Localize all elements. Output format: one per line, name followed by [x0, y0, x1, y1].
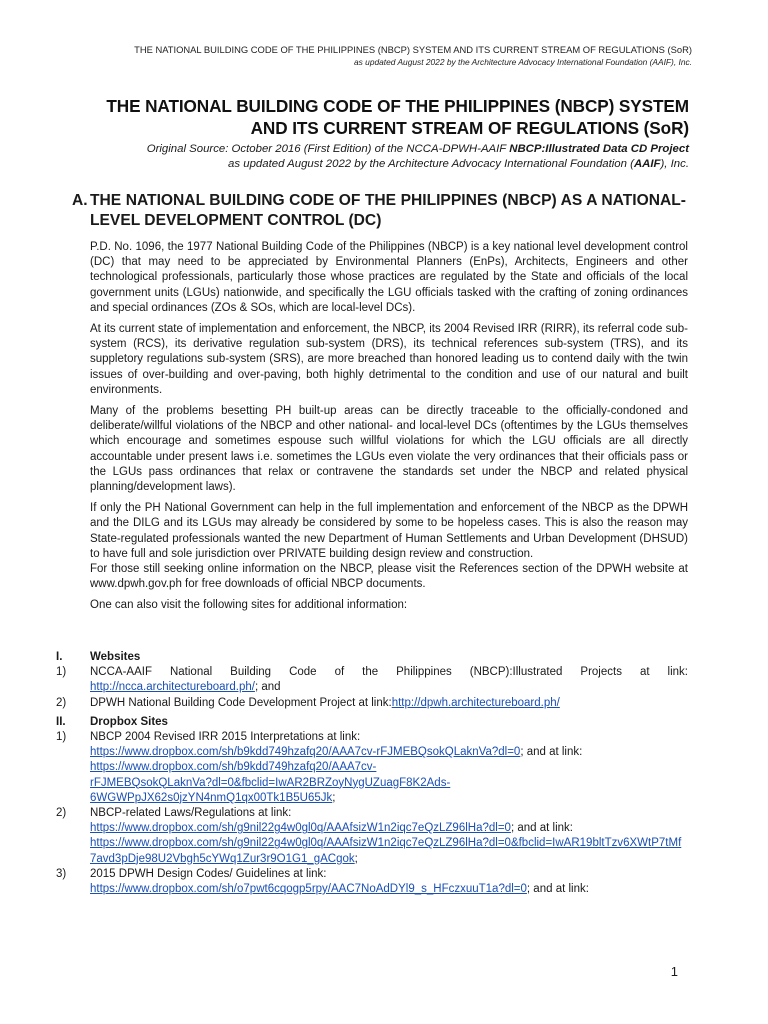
section-title: THE NATIONAL BUILDING CODE OF THE PHILIPPINES (NBCP) AS A NATIONAL-LEVEL DEVELOPMENT CONTROL (DC) — [90, 192, 686, 229]
running-header — [134, 44, 692, 68]
section-heading — [72, 191, 686, 231]
paragraph-1: P.D. No. 1096, the 1977 National Building Code of the Philippines (NBCP) is a key national level development control (DC) that may need to be appreciated by Environmental Planners (EnPs), Architects, Engineers and other technological professionals, particularly those whose practices are regulated by the State and officials of the local government units (LGUs) nationwide, and specifically the LGU officials tasked with the crafting of zoning ordinances and special ordinances (ZOs & SOs, which are local-level DCs). — [90, 241, 688, 314]
list-item: 3) 2015 DPWH Design Codes/ Guidelines at link: https://www.dropbox.com/sh/o7pwt6cqogp5rpy/AAC7NoAdDYl9_s_HFczxuuT1a?dl=0; and at link: — [56, 867, 688, 897]
source-line2-pre: as updated August 2022 by the Architecture Advocacy International Foundation ( — [228, 157, 634, 170]
source-note — [9, 142, 689, 171]
dropbox-heading: II. Dropbox Sites — [56, 715, 168, 728]
dropbox-link-2b[interactable]: https://www.dropbox.com/sh/g9nil22g4w0gl0q/AAAfsizW1n2iqc7eQzLZ96lHa?dl=0&fbclid=IwAR19bltTzv6XWtP7tMf — [90, 837, 682, 850]
paragraph-4: If only the PH National Government can help in the full implementation and enforcement of the NBCP as the DPWH and the DILG and its LGUs may already be considered by some to be hopeless cases. This is also the reason may State-regulated professionals wanted the new Department of Human Settlements and Urban Development (DHSUD) to have full and sole jurisdiction over PRIVATE building design review and construction. — [90, 502, 688, 560]
paragraph-3: Many of the problems besetting PH built-up areas can be directly traceable to the officially-condoned and deliberate/willful violations of the NBCP and other national- and local-level DCs (oftentimes by the LGUs themselves which encourage and sometimes espouse such willful violations for which the LGU officials are all directly accountable under present laws i.e. sometimes the LGUs even violate the very ordinances that their officials pass or the LGUs pass ordinances that relax or contravene the standards set under the NBCP and related physical planning/development laws). — [90, 405, 688, 494]
page-number: 1 — [670, 964, 678, 979]
list-item-text: NCCA-AAIF National Building Code of the Philippines (NBCP):Illustrated Projects at link: — [90, 666, 688, 679]
dropbox-link-2a[interactable]: https://www.dropbox.com/sh/g9nil22g4w0gl0q/AAAfsizW1n2iqc7eQzLZ96lHa?dl=0 — [90, 822, 511, 835]
dpwh-link[interactable]: http://dpwh.architectureboard.ph/ — [391, 696, 560, 709]
section-letter: A. — [72, 192, 88, 209]
list-item-text: NBCP-related Laws/Regulations at link: — [90, 807, 292, 820]
source-line2-bold: AAIF — [633, 157, 661, 170]
dropbox-link-1b-end[interactable]: 6WGWPpJX62s0jzYN4nmQ1qx00Tk1B5U65Jk — [90, 791, 333, 804]
title-line1: THE NATIONAL BUILDING CODE OF THE PHILIPPINES (NBCP) SYSTEM — [106, 96, 689, 116]
body-text — [90, 240, 688, 620]
running-header-line1: THE NATIONAL BUILDING CODE OF THE PHILIPPINES (NBCP) SYSTEM AND ITS CURRENT STREAM OF REGULATIONS (SoR) — [134, 44, 692, 55]
list-item-text: NBCP 2004 Revised IRR 2015 Interpretations at link: — [90, 731, 361, 744]
source-bold: NBCP:Illustrated Data CD Project — [509, 143, 689, 155]
list-item: 2) DPWH National Building Code Development Project at link:http://dpwh.architectureboard.ph/ — [56, 696, 560, 709]
list-item-text: 2015 DPWH Design Codes/ Guidelines at link: — [90, 867, 327, 880]
dropbox-link-3a[interactable]: https://www.dropbox.com/sh/o7pwt6cqogp5rpy/AAC7NoAdDYl9_s_HFczxuuT1a?dl=0 — [90, 883, 527, 896]
source-pre: Original Source: October 2016 (First Edition) of the NCCA-DPWH-AAIF — [146, 143, 510, 155]
paragraph-2: At its current state of implementation and enforcement, the NBCP, its 2004 Revised IRR (RIRR), its referral code sub-system (RCS), its derivative regulation sub-system (DRS), its technical references sub-system (TRS), and its suppletory regulations sub-system (SRS), are more breached than honored leading us to contend daily with the twin issues of over-building and over-paving, both highly detrimental to the condition and use of our natural and built environments. — [90, 323, 688, 396]
dropbox-link-1a[interactable]: https://www.dropbox.com/sh/b9kdd749hzafq20/AAA7cv-rFJMEBQsokQLaknVa?dl=0 — [90, 746, 521, 759]
websites-heading: I. Websites — [56, 651, 141, 663]
paragraph-5: For those still seeking online information on the NBCP, please visit the References section of the DPWH website at www.dpwh.gov.ph for free downloads of official NBCP documents. — [90, 563, 688, 591]
dropbox-link-1b[interactable]: https://www.dropbox.com/sh/b9kdd749hzafq20/AAA7cv- — [90, 761, 377, 774]
running-header-line2: as updated August 2022 by the Architecture Advocacy International Foundation (AAIF), Inc. — [354, 57, 692, 67]
list-item-text: DPWH National Building Code Development Project at link: — [90, 696, 392, 709]
dropbox-link-1b-cont[interactable]: rFJMEBQsokQLaknVa?dl=0&fbclid=IwAR2BRZoyNygUZuagF8K2Ads- — [90, 776, 451, 789]
ncca-link[interactable]: http://ncca.architectureboard.ph/ — [90, 681, 255, 694]
list-item: 1) NBCP 2004 Revised IRR 2015 Interpretations at link: https://www.dropbox.com/sh/b9kdd749hzafq20/AAA7cv-rFJMEBQsokQLaknVa?dl=0; and at link: https://www.dropbox.com/sh/b9kdd749hzafq20/AAA7cv- rFJMEBQsokQLaknVa?dl=0&fbclid=IwAR2BRZoyNygUZuagF8K2Ads- 6WGWPpJX62s0jzYN4nmQ1qx00Tk1B5U65Jk; — [56, 730, 688, 806]
document-title — [49, 95, 689, 139]
dropbox-link-2b-cont[interactable]: 7avd3pDje98U2Vbgh5cYWq1Zur3r9O1G1_gACgok — [90, 852, 355, 865]
list-item: 1) NCCA-AAIF National Building Code of the Philippines (NBCP):Illustrated Projects at link: http://ncca.architectureboard.ph/; and — [56, 666, 688, 694]
resources-list — [56, 648, 688, 897]
source-line2-post: ), Inc. — [660, 157, 689, 170]
list-item: 2) NBCP-related Laws/Regulations at link: https://www.dropbox.com/sh/g9nil22g4w0gl0q/AAAfsizW1n2iqc7eQzLZ96lHa?dl=0; and at link: https://www.dropbox.com/sh/g9nil22g4w0gl0q/AAAfsizW1n2iqc7eQzLZ96lHa?dl=0&fbclid=IwAR19bltTzv6XWtP7tMf 7avd3pDje98U2Vbgh5cYWq1Zur3r9O1G1_gACgok; — [56, 806, 688, 867]
paragraph-6: One can also visit the following sites for additional information: — [90, 599, 408, 612]
title-line2: AND ITS CURRENT STREAM OF REGULATIONS (SoR) — [250, 118, 689, 138]
